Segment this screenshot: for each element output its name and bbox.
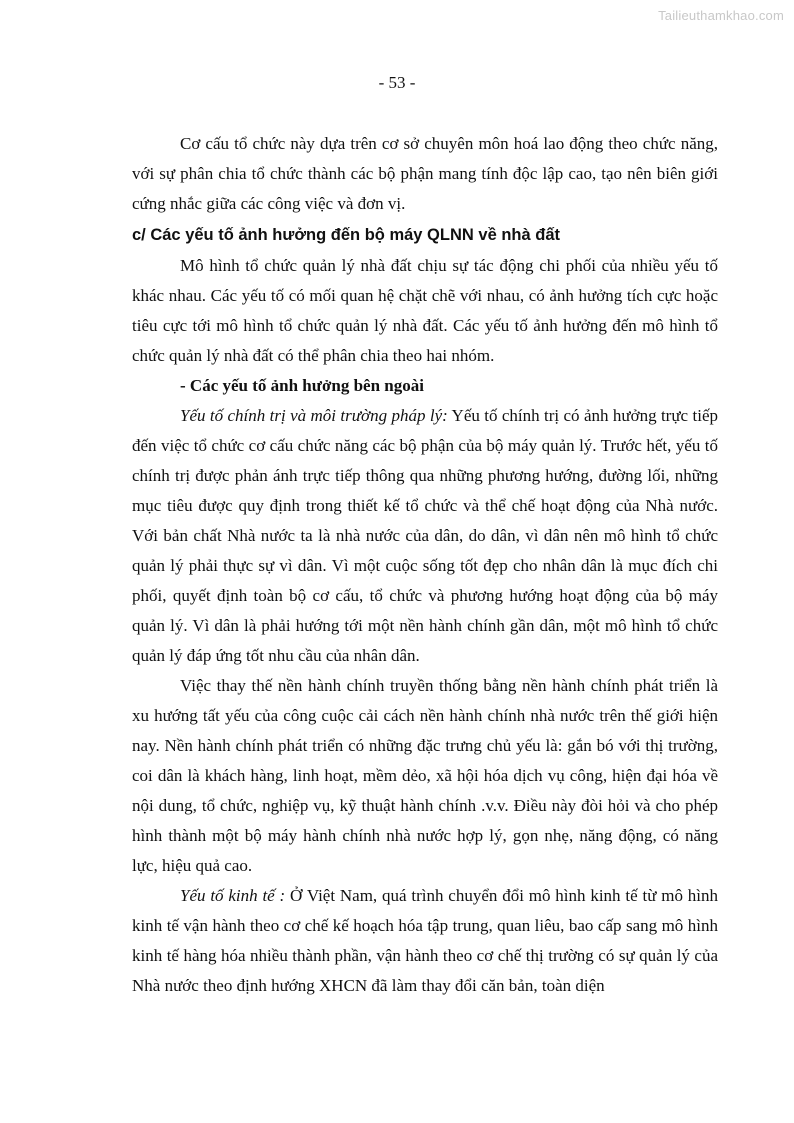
subheading-external-factors: - Các yếu tố ảnh hưởng bên ngoài <box>180 376 424 395</box>
paragraph-economic-factor <box>132 881 718 1001</box>
political-factor-lead: Yếu tố chính trị và môi trường pháp lý: <box>180 406 448 425</box>
paragraph-structure: Cơ cấu tổ chức này dựa trên cơ sở chuyên môn hoá lao động theo chức năng, với sự phân chia tổ chức thành các bộ phận mang tính độc lập cao, tạo nên biên giới cứng nhắc giữa các công việc và đơn vị. <box>132 134 718 213</box>
paragraph-political-factor <box>132 401 718 671</box>
section-heading: c/ Các yếu tố ảnh hưởng đến bộ máy QLNN về nhà đất <box>132 226 560 244</box>
paragraph-administrative-reform: Việc thay thế nền hành chính truyền thống bằng nền hành chính phát triển là xu hướng tất yếu của công cuộc cải cách nền hành chính nhà nước trên thế giới hiện nay. Nền hành chính phát triển có những đặc trưng chủ yếu là: gắn bó với thị trường, coi dân là khách hàng, linh hoạt, mềm dẻo, xã hội hóa dịch vụ công, hiện đại hóa về nội dung, tổ chức, nghiệp vụ, kỹ thuật hành chính .v.v. Điều này đòi hỏi và cho phép hình thành một bộ máy hành chính nhà nước hợp lý, gọn nhẹ, năng động, có năng lực, hiệu quả cao. <box>132 676 718 875</box>
paragraph-model-factors: Mô hình tổ chức quản lý nhà đất chịu sự tác động chi phối của nhiều yếu tố khác nhau. Các yếu tố có mối quan hệ chặt chẽ với nhau, có ảnh hưởng tích cực hoặc tiêu cực tới mô hình tổ chức quản lý nhà đất. Các yếu tố ảnh hưởng đến mô hình tổ chức quản lý nhà đất có thể phân chia theo hai nhóm. <box>132 256 718 365</box>
page-number: - 53 - <box>378 73 416 92</box>
watermark-text: Tailieuthamkhao.com <box>658 8 784 23</box>
economic-factor-text: Ở Việt Nam, quá trình chuyển đổi mô hình kinh tế từ mô hình kinh tế vận hành theo cơ chế kế hoạch hóa tập trung, quan liêu, bao cấp sang mô hình kinh tế hàng hóa nhiều thành phần, vận hành theo cơ chế thị trường có sự quản lý của Nhà nước theo định hướng XHCN đã làm thay đổi căn bản, toàn diện <box>132 886 718 995</box>
economic-factor-lead: Yếu tố kinh tế : <box>180 886 286 905</box>
document-body <box>132 129 718 1001</box>
political-factor-text: Yếu tố chính trị có ảnh hưởng trực tiếp đến việc tổ chức cơ cấu chức năng các bộ phận của bộ máy quản lý. Trước hết, yếu tố chính trị được phản ánh trực tiếp thông qua những phương hướng, đường lối, những mục tiêu được quy định trong thiết kế tổ chức và thể chế hoạt động của Nhà nước. Với bản chất Nhà nước ta là nhà nước của dân, do dân, vì dân nên mô hình tổ chức quản lý phải thực sự vì dân. Vì một cuộc sống tốt đẹp cho nhân dân là mục đích chi phối, quyết định toàn bộ cơ cấu, tổ chức và phương hướng hoạt động của bộ máy quản lý. Vì dân là phải hướng tới một nền hành chính gần dân, một mô hình tổ chức quản lý đáp ứng tốt nhu cầu của nhân dân. <box>132 406 718 665</box>
